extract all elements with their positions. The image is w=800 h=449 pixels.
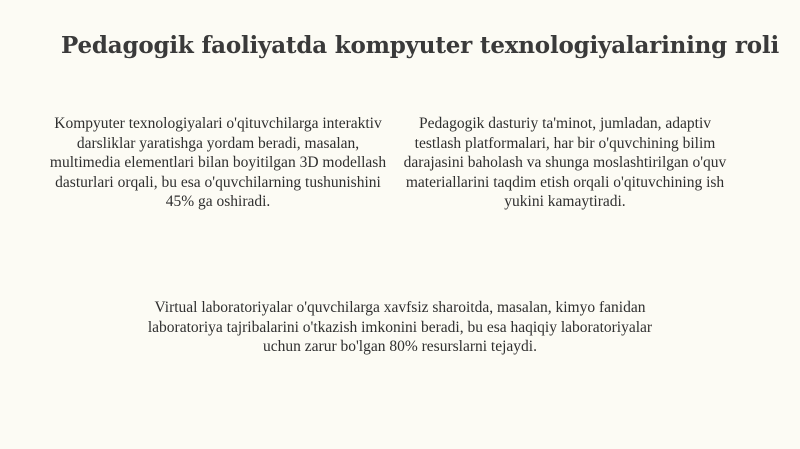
paragraph-interactive-textbooks: Kompyuter texnologiyalari o'qituvchilarga interaktiv darsliklar yaratishga yordam beradi, masalan, multimedia elementlari bilan boyitilgan 3D modellash dasturlari orqali, bu esa o'quvchilarning tushunishini 45% ga oshiradi. xyxy=(49,115,387,210)
paragraph-virtual-labs: Virtual laboratoriyalar o'quvchilarga xavfsiz sharoitda, masalan, kimyo fanidan laboratoriya tajribalarini o'tkazish imkonini beradi, bu esa haqiqiy laboratoriyalar uchun zarur bo'lgan 80% resurslarni tejaydi. xyxy=(147,299,653,355)
slide-title: Pedagogik faoliyatda kompyuter texnologiyalarining roli xyxy=(60,32,780,59)
paragraph-adaptive-testing: Pedagogik dasturiy ta'minot, jumladan, adaptiv testlash platformalari, har bir o'quvchining bilim darajasini baholash va shunga moslashtirilgan o'quv materiallarini taqdim etish orqali o'qituvchining ish yukini kamaytiradi. xyxy=(403,115,727,210)
